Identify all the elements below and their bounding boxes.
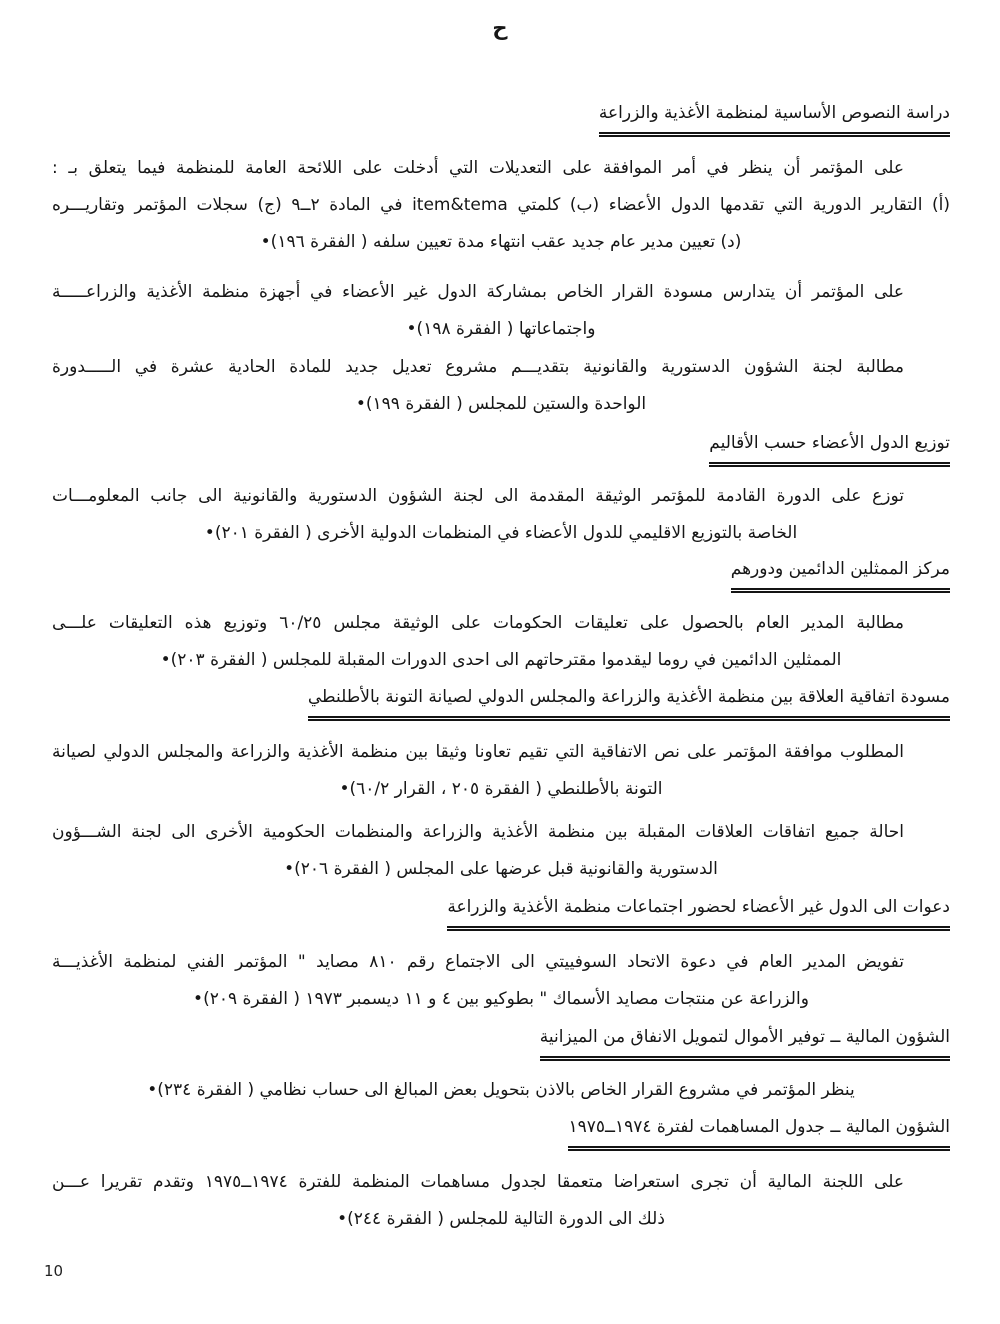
paragraph-234: [52, 1072, 950, 1109]
paragraph-209: [52, 944, 950, 1018]
heading-underlined-text: مسودة اتفاقية العلاقة بين منظمة الأغذية والزراعة والمجلس الدولي لصيانة التونة بالأطلنطي: [308, 684, 950, 721]
paragraph-line: (د) تعيين مدير عام جديد عقب انتهاء مدة تعيين سلفه ( الفقرة ١٩٦)•: [260, 232, 742, 252]
paragraph-line: مطالبة المدير العام بالحصول على تعليقات الحكومات على الوثيقة مجلس ٦٠/٢٥ وتوزيع هذه التعليقات علـــى: [52, 613, 904, 633]
heading-underlined-text: مركز الممثلين الدائمين ودورهم: [731, 556, 950, 593]
paragraph-201: [52, 478, 950, 552]
paragraph-196: [52, 150, 950, 261]
paragraph-line: احالة جميع اتفاقات العلاقات المقبلة بين منظمة الأغذية والزراعة والمنظمات الحكومية الأخرى الى لجنة الشـــؤون: [52, 822, 904, 842]
section-heading-financial-funds: [52, 1024, 950, 1061]
heading-underlined-text: الشؤون المالية ــ توفير الأموال لتمويل الانفاق من الميزانية: [540, 1024, 950, 1061]
paragraph-205: [52, 734, 950, 808]
paragraph-line: واجتماعاتها ( الفقرة ١٩٨)•: [406, 319, 596, 339]
paragraph-line: على المؤتمر أن ينظر في أمر الموافقة على التعديلات التي أدخلت على اللائحة العامة للمنظمة فيما يتعلق بـ :: [52, 158, 904, 178]
paragraph-203: [52, 605, 950, 679]
heading-underlined-text: دراسة النصوص الأساسية لمنظمة الأغذية والزراعة: [599, 100, 950, 137]
paragraph-line: الممثلين الدائمين في روما ليقدموا مقترحاتهم الى احدى الدورات المقبلة للمجلس ( الفقرة ٢٠٣)•: [160, 650, 842, 670]
paragraph-line: والزراعة عن منتجات مصايد الأسماك " بطوكيو بين ٤ و ١١ ديسمبر ١٩٧٣ ( الفقرة ٢٠٩)•: [193, 989, 809, 1009]
paragraph-line: التونة بالأطلنطي ( الفقرة ٢٠٥ ، القرار ٦٠/٢)•: [339, 779, 663, 799]
paragraph-line: على المؤتمر أن يتدارس مسودة القرار الخاص بمشاركة الدول غير الأعضاء في أجهزة منظمة الأغذية والزراعـــــة: [52, 282, 904, 302]
heading-underlined-text: توزيع الدول الأعضاء حسب الأقاليم: [709, 430, 950, 467]
paragraph-line: (أ) التقارير الدورية التي تقدمها الدول الأعضاء (ب) كلمتي item&tema في المادة ٢ــ٩ (ج) سجلات المؤتمر وتقاريـــره: [52, 195, 951, 215]
paragraph-198: [52, 274, 950, 348]
section-heading-invitations-non-members: [52, 894, 950, 931]
paragraph-line: الخاصة بالتوزيع الاقليمي للدول الأعضاء في المنظمات الدولية الأخرى ( الفقرة ٢٠١)•: [204, 523, 798, 543]
section-heading-permanent-representatives: [52, 556, 950, 593]
paragraph-line: ينظر المؤتمر في مشروع القرار الخاص بالاذن بتحويل بعض المبالغ الى حساب نظامي ( الفقرة ٢٣٤)•: [147, 1080, 855, 1100]
paragraph-line: ذلك الى الدورة التالية للمجلس ( الفقرة ٢٤٤)•: [337, 1209, 665, 1229]
section-heading-basic-texts: [52, 100, 950, 137]
page-header-char: ح: [492, 16, 508, 40]
paragraph-line: تفويض المدير العام في دعوة الاتحاد السوفييتي الى الاجتماع رقم ٨١٠ مصايد " المؤتمر الفني لمنظمة الأغذيـــة: [52, 952, 904, 972]
section-heading-contributions-scale: [52, 1114, 950, 1151]
paragraph-line: الواحدة والستين للمجلس ( الفقرة ١٩٩)•: [355, 394, 647, 414]
section-heading-member-distribution: [52, 430, 950, 467]
paragraph-line: توزع على الدورة القادمة للمؤتمر الوثيقة المقدمة الى لجنة الشؤون الدستورية والقانونية الى جانب المعلومـــات: [52, 486, 904, 506]
paragraph-line: الدستورية والقانونية قبل عرضها على المجلس ( الفقرة ٢٠٦)•: [284, 859, 718, 879]
paragraph-206: [52, 814, 950, 888]
paragraph-line: مطالبة لجنة الشؤون الدستورية والقانونية بتقديـــم مشروع تعديل جديد للمادة الحادية عشرة في الـــــدورة: [52, 357, 904, 377]
paragraph-line: على اللجنة المالية أن تجرى استعراضا متعمقا لجدول مساهمات المنظمة للفترة ١٩٧٤ــ١٩٧٥ وتقدم تقريرا عـــن: [52, 1172, 905, 1192]
section-heading-tuna-agreement: [52, 684, 950, 721]
paragraph-line: المطلوب موافقة المؤتمر على نص الاتفاقية التي تقيم تعاونا وثيقا بين منظمة الأغذية والزراعة والمجلس الدولي لصيانة: [52, 742, 904, 762]
paragraph-244: [52, 1164, 950, 1238]
heading-underlined-text: الشؤون المالية ــ جدول المساهمات لفترة ١٩٧٤ــ١٩٧٥: [568, 1114, 950, 1151]
page-number: 10: [44, 1262, 64, 1280]
heading-underlined-text: دعوات الى الدول غير الأعضاء لحضور اجتماعات منظمة الأغذية والزراعة: [447, 894, 950, 931]
paragraph-199: [52, 349, 950, 423]
